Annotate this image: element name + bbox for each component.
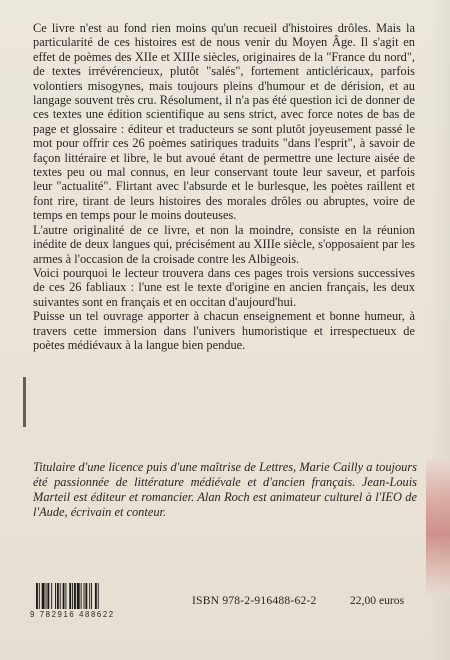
price-label: 22,00 euros <box>350 594 405 607</box>
cover-art-sliver <box>426 460 450 595</box>
barcode-bar <box>91 583 92 609</box>
barcode-bar <box>65 583 66 609</box>
barcode-bars <box>36 583 124 609</box>
barcode-bar <box>39 583 40 609</box>
barcode-bar <box>47 583 49 609</box>
barcode-bar <box>98 583 99 609</box>
blurb-paragraph-1: Ce livre n'est au fond rien moins qu'un recueil d'histoires drôles. Mais la particularité de ces histoires est de nous venir du Moyen Âge. Il s'agit en effet de poèmes des XIIe et XIIIe siècles, originaires de la "France du nord", de textes irrévérencieux, plutôt "salés", fortement anticléricaux, parfois volontiers misogynes, mais toujours pleins d'humour et de dérision, et au langage souvent très cru. Résolument, il n'a pas été question ici de donner de ces textes une édition scientifique au sens strict, avec force notes de bas de page et glossaire : éditeur et traducteurs se sont plutôt joyeusement passé le mot pour offrir ces 26 poèmes satiriques traduits "dans l'esprit", à savoir de façon littéraire et libre, le but avoué étant de permettre une lecture aisée de textes peu ou mal connus, en leur conservant toute leur saveur, et parfois leur "actualité". Flirtant avec l'absurde et le burlesque, les poètes raillent et font rire, tirant de leurs histoires des morales drôles ou abruptes, voire de temps en temps pour le moins douteuses. <box>33 21 415 223</box>
barcode-bar <box>51 583 52 609</box>
blurb-paragraph-3: Voici pourquoi le lecteur trouvera dans ces pages trois versions successives de ces 26 fabliaux : l'une est le texte d'origine en ancien français, les deux suivantes sont en français et en occitan d'aujourd'hui. <box>33 265 415 309</box>
barcode <box>30 583 130 623</box>
barcode-bar <box>85 583 87 609</box>
barcode-bar <box>95 583 97 609</box>
barcode-bar <box>46 583 47 609</box>
blurb-paragraph-2: L'autre originalité de ce livre, et non la moindre, consiste en la réunion inédite de deux langues qui, précisément au XIIIe siècle, s'opposaient par les armes à l'occasion de la croisade contre les Albigeois. <box>33 222 415 266</box>
paragraph-rule <box>23 377 26 427</box>
barcode-bar <box>55 583 56 609</box>
barcode-bar <box>77 583 80 609</box>
barcode-bar <box>63 583 65 609</box>
blurb-paragraph-4: Puisse un tel ouvrage apporter à chacun enseignement et bonne humeur, à travers cette immersion dans l'univers humoristique et irrespectueux de poètes médiévaux à la langue bien pendue. <box>33 309 415 352</box>
barcode-bar <box>81 583 82 609</box>
barcode-digits: 9 782916 488622 <box>30 610 115 619</box>
barcode-bar <box>60 583 61 609</box>
barcode-bar <box>69 583 71 609</box>
barcode-bar <box>89 583 90 609</box>
barcode-bar <box>84 583 85 609</box>
blurb-text <box>33 21 415 352</box>
barcode-bar <box>72 583 73 609</box>
authors-bio: Titulaire d'une licence puis d'une maîtrise de Lettres, Marie Cailly a toujours été passionnée de littérature médiévale et d'ancien français. Jean-Louis Marteil est éditeur et romancier. Alan Roch est animateur culturel à l'IEO de l'Aude, écrivain et conteur. <box>33 460 417 519</box>
barcode-bar <box>57 583 59 609</box>
barcode-bar <box>74 583 76 609</box>
barcode-bar <box>42 583 45 609</box>
isbn-label: ISBN 978-2-916488-62-2 <box>192 594 317 607</box>
barcode-bar <box>36 583 38 609</box>
